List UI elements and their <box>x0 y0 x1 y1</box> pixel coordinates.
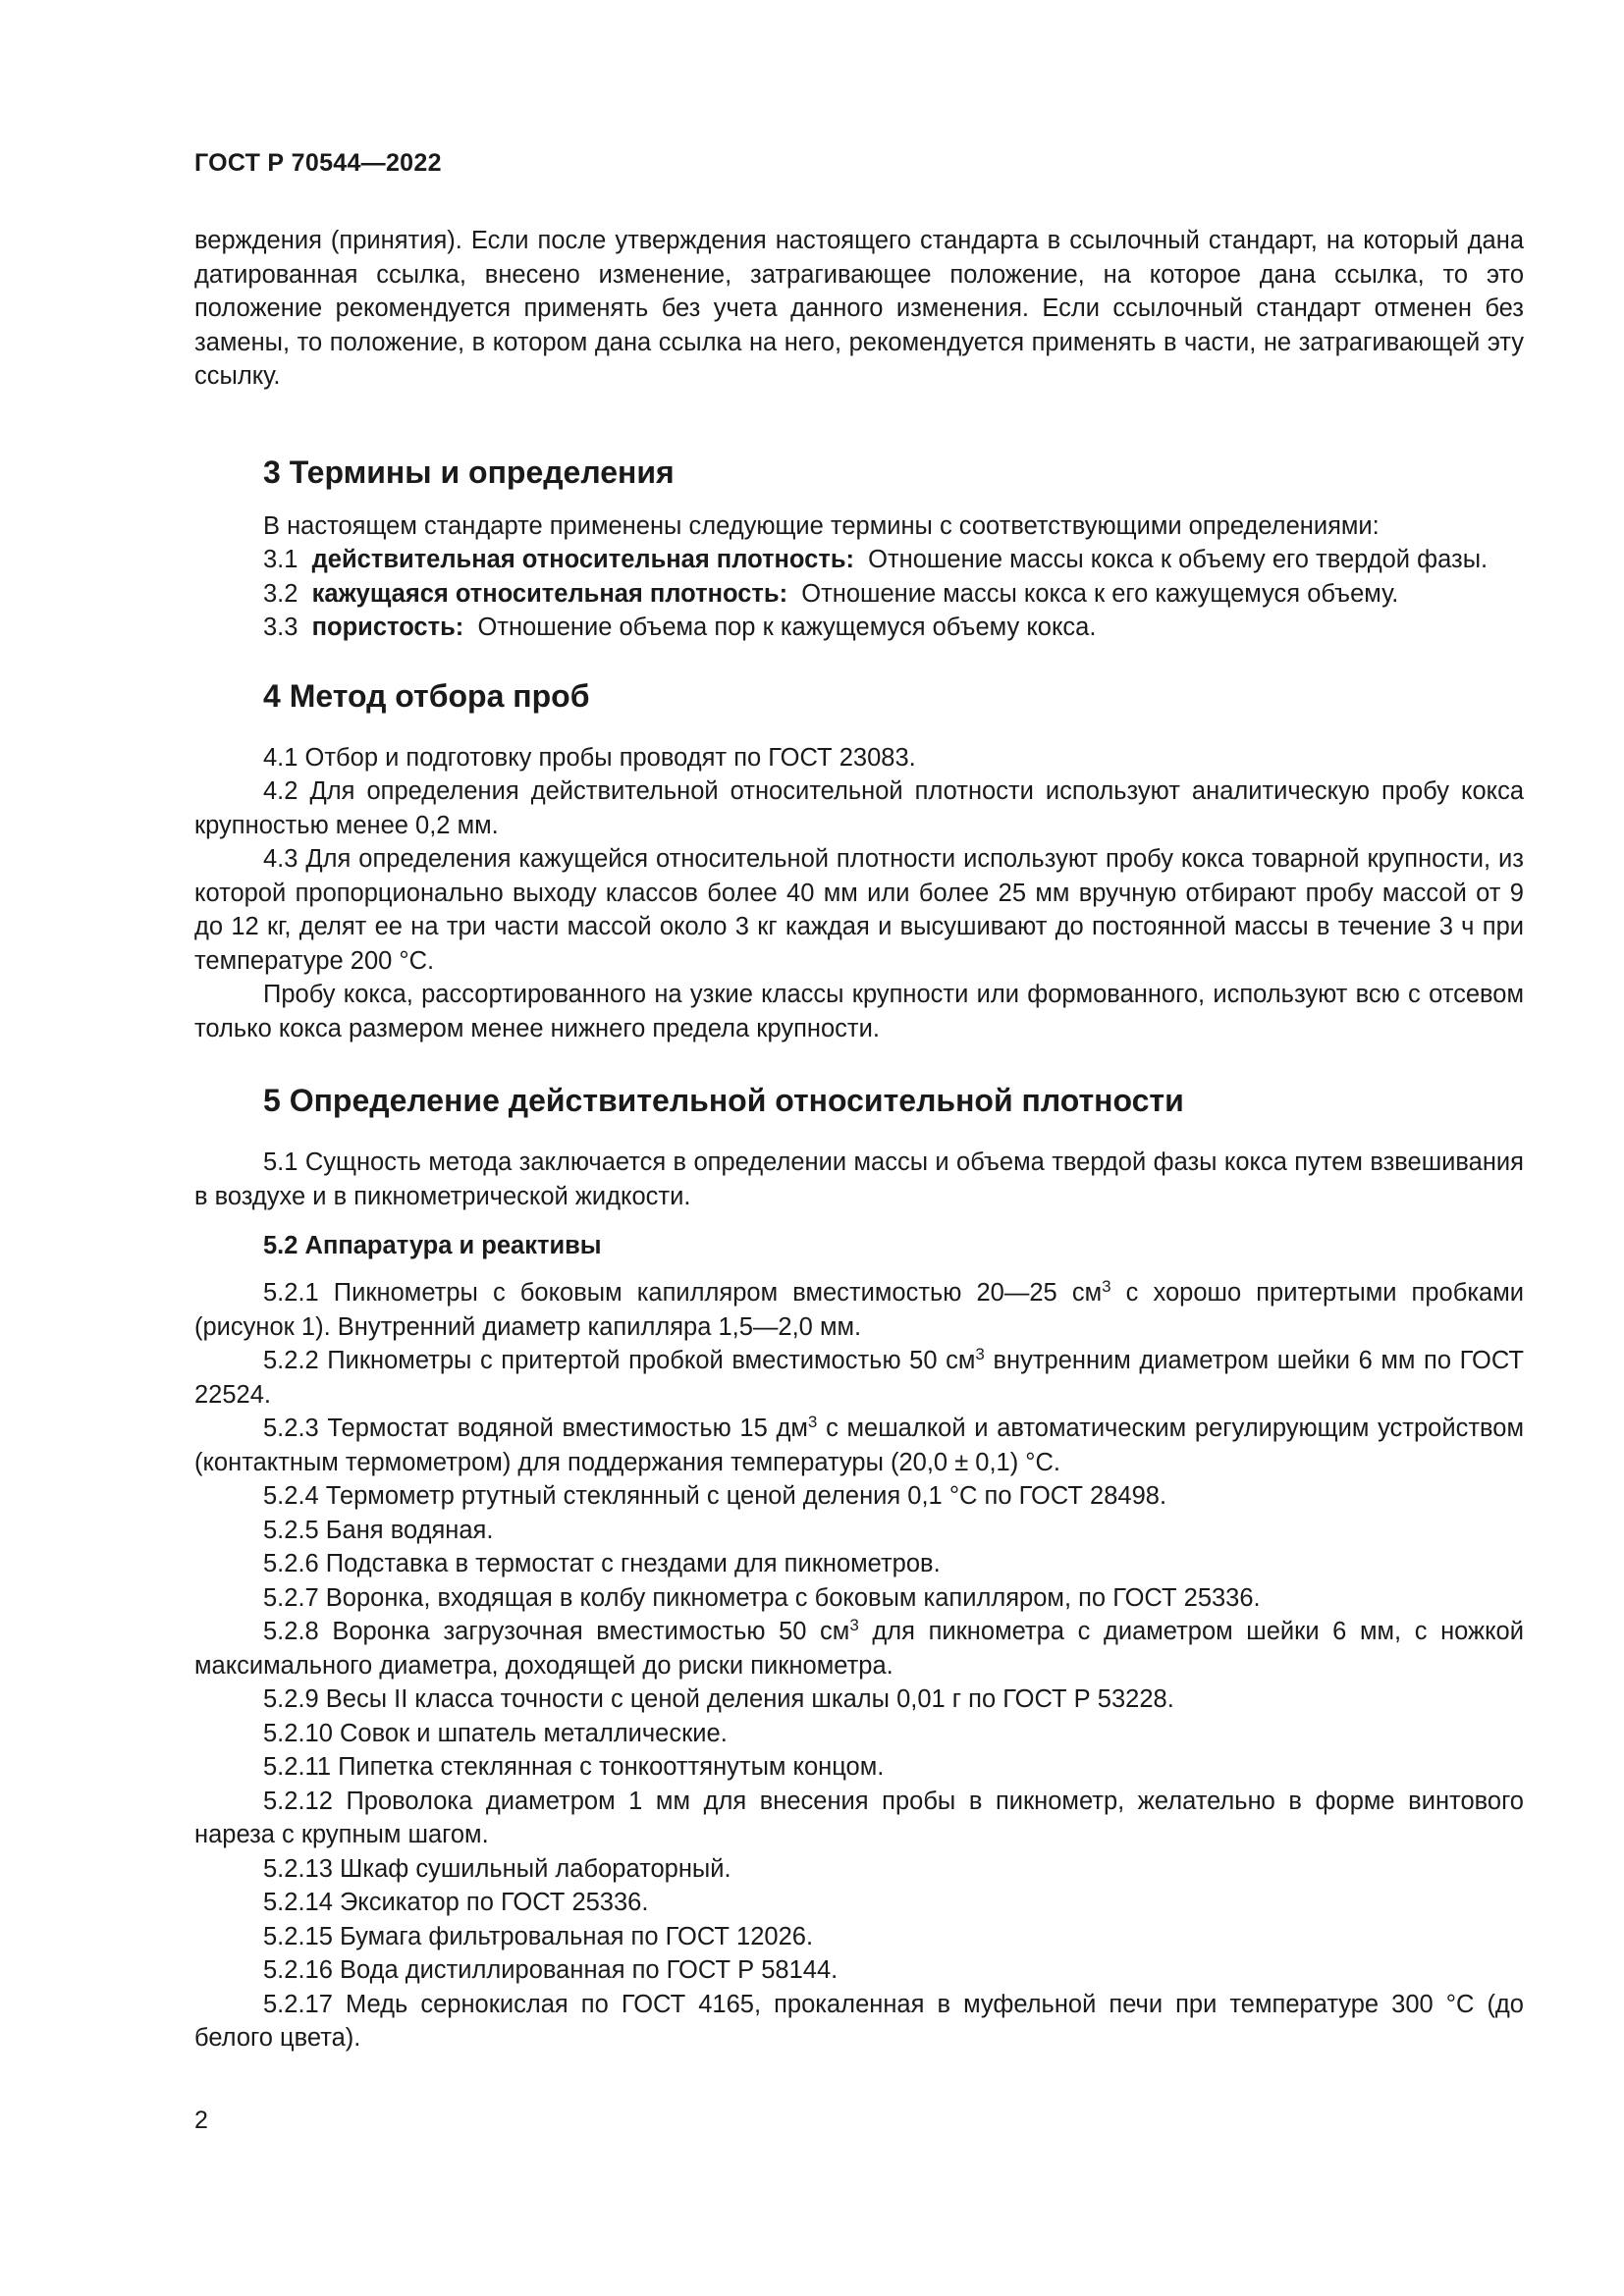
item-5-2-9: 5.2.9 Весы II класса точности с ценой деления шкалы 0,01 г по ГОСТ Р 53228. <box>263 1685 1174 1713</box>
item-4-3: 4.3 Для определения кажущейся относительной плотности используют пробу кокса товарной крупности, из которой пропорционально выходу классов более 40 мм или более 25 мм вручную отбирают пробу массой от 9 до 12 кг, делят ее на три части массой около 3 кг каждая и высушивают до постоянной массы в течение 3 ч при температуре 200 °С. <box>194 845 1524 975</box>
item-5-2-15: 5.2.15 Бумага фильтровальная по ГОСТ 12026. <box>263 1922 814 1950</box>
item-5-2-13: 5.2.13 Шкаф сушильный лабораторный. <box>263 1854 731 1883</box>
item-5-2-5: 5.2.5 Баня водяная. <box>263 1516 494 1544</box>
item-5-2-11: 5.2.11 Пипетка стеклянная с тонкооттянутым концом. <box>263 1753 885 1781</box>
item-5-2-4: 5.2.4 Термометр ртутный стеклянный с ценой деления 0,1 °С по ГОСТ 28498. <box>263 1482 1167 1510</box>
page-body <box>194 145 1524 2056</box>
term-name: пористость: <box>311 614 464 641</box>
item-5-2-3: 5.2.3 Термостат водяной вместимостью 15 $дм^3$ с мешалкой и автоматическим регулирующим устройством (контактным термометром) для поддержания температуры (20,0 ± 0,1) °С. <box>194 1413 1525 1476</box>
page-number: 2 <box>194 2107 208 2134</box>
item-5-2-14: 5.2.14 Эксикатор по ГОСТ 25336. <box>263 1889 649 1916</box>
intro-paragraph: верждения (принятия). Если после утверждения настоящего стандарта в ссылочный стандарт, на который дана датированная ссылка, внесено изменение, затрагивающее положение, на которое дана ссылка, то это положение рекомендуется применять без учета данного изменения. Если ссылочный стандарт отменен без замены, то положение, в котором дана ссылка на него, рекомендуется применять в части, не затрагивающей эту ссылку. <box>194 227 1524 390</box>
section-3-lead: В настоящем стандарте применены следующие термины с соответствующими определениями: <box>263 511 1380 540</box>
item-5-1: 5.1 Сущность метода заключается в определении массы и объема твердой фазы кокса путем взвешивания в воздухе и в пикнометрической жидкости. <box>194 1148 1524 1210</box>
item-5-2-7: 5.2.7 Воронка, входящая в колбу пикнометра с боковым капилляром, по ГОСТ 25336. <box>263 1583 1261 1612</box>
term-number: 3.3 <box>263 614 298 641</box>
item-5-2-12: 5.2.12 Проволока диаметром 1 мм для внесения пробы в пикнометр, желательно в форме винтового нареза с крупным шагом. <box>194 1787 1524 1848</box>
item-4-2: 4.2 Для определения действительной относительной плотности используют аналитическую пробу кокса крупностью менее 0,2 мм. <box>194 777 1524 839</box>
section-4-title: 4 Метод отбора проб <box>263 677 590 714</box>
item-5-2-2: 5.2.2 Пикнометры с притертой пробкой вместимостью 50 $см^3$ внутренним диаметром шейки 6 мм по ГОСТ 22524. <box>194 1345 1524 1409</box>
item-5-2-10: 5.2.10 Совок и шпатель металлические. <box>263 1719 728 1747</box>
term-definition: Отношение массы кокса к его кажущемуся объему. <box>801 579 1399 608</box>
term-definition: Отношение объема пор к кажущемуся объему кокса. <box>477 614 1097 641</box>
item-5-2-16: 5.2.16 Вода дистиллированная по ГОСТ Р 58144. <box>263 1956 839 1984</box>
term-3-2 <box>194 577 1524 612</box>
section-5-title: 5 Определение действительной относительной плотности <box>263 1083 1184 1118</box>
section-3-title: 3 Термины и определения <box>263 454 675 490</box>
term-name: действительная относительная плотность: <box>311 546 854 573</box>
document-code: ГОСТ Р 70544—2022 <box>194 149 442 177</box>
item-5-2-17: 5.2.17 Медь сернокислая по ГОСТ 4165, прокаленная в муфельной печи при температуре 300 °С (до белого цвета). <box>194 1990 1524 2052</box>
term-3-1 <box>194 543 1524 577</box>
item-4-note: Пробу кокса, рассортированного на узкие классы крупности или формованного, используют всю с отсевом только кокса размером менее нижнего предела крупности. <box>194 981 1524 1042</box>
term-number: 3.2 <box>263 579 298 608</box>
term-name: кажущаяся относительная плотность: <box>311 579 788 608</box>
term-3-3 <box>194 611 1524 645</box>
term-number: 3.1 <box>263 546 298 573</box>
item-4-1: 4.1 Отбор и подготовку пробы проводят по ГОСТ 23083. <box>263 743 916 772</box>
item-5-2-6: 5.2.6 Подставка в термостат с гнездами для пикнометров. <box>263 1550 941 1577</box>
item-5-2-1: 5.2.1 Пикнометры с боковым капилляром вместимостью 20—25 $см^3$ с хорошо притертыми пробками (рисунок 1). Внутренний диаметр капилляра 1,5—2,0 мм. <box>194 1277 1525 1341</box>
term-definition: Отношение массы кокса к объему его твердой фазы. <box>868 546 1489 573</box>
subsection-5-2-title: 5.2 Аппаратура и реактивы <box>263 1232 602 1259</box>
item-5-2-8: 5.2.8 Воронка загрузочная вместимостью 50 $см^3$ для пикнометра с диаметром шейки 6 мм, с ножкой максимального диаметра, доходящей до риски пикнометра. <box>194 1616 1524 1680</box>
